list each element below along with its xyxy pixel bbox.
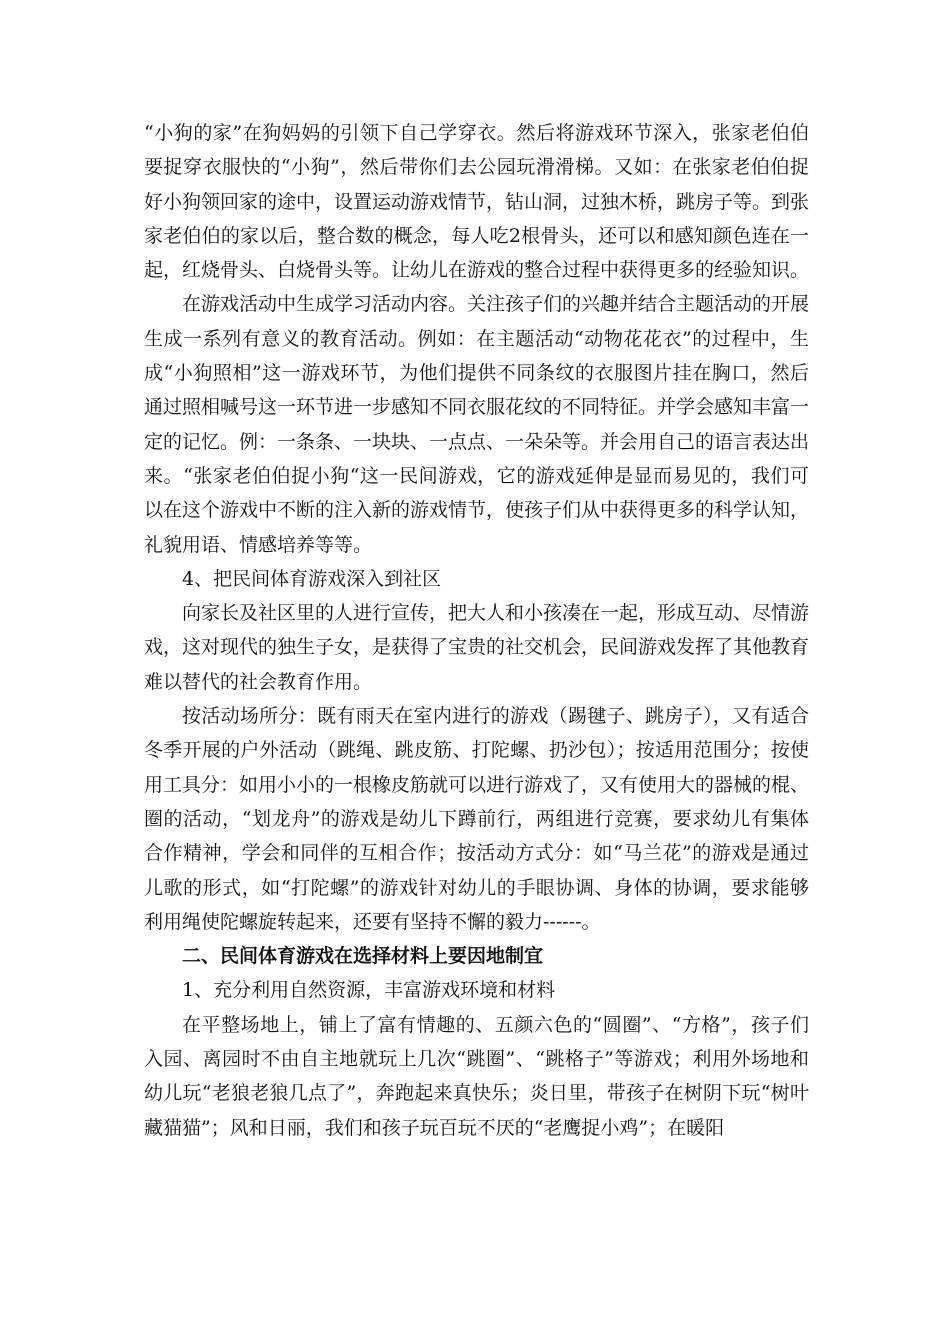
paragraph-learning-activities: 在游戏活动中生成学习活动内容。关注孩子们的兴趣并结合主题活动的开展生成一系列有意义的教育活动。例如：在主题活动“动物花花衣”的过程中，生成“小狗照相”这一游戏环节，为他们提供不同条纹的衣服图片挂在胸口，然后通过照相喊号这一环节进一步感知不同衣服花纹的不同特征。并学会感知丰富一定的记忆。例：一条条、一块块、一点点、一朵朵等。并会用自己的语言表达出来。“张家老伯伯捉小狗“这一民间游戏，它的游戏延伸是显而易见的，我们可以在这个游戏中不断的注入新的游戏情节，使孩子们从中获得更多的科学认知，礼貌用语、情感培养等等。: [144, 293, 810, 556]
paragraph-continued: “小狗的家”在狗妈妈的引领下自己学穿衣。然后将游戏环节深入，张家老伯伯要捉穿衣服快的“小狗”，然后带你们去公园玩滑滑梯。又如：在张家老伯伯捉好小狗领回家的途中，设置运动游戏情节，钻山洞，过独木桥，跳房子等。到张家老伯伯的家以后，整合数的概念，每人吃2根骨头，还可以和感知颜色连在一起，红烧骨头、白烧骨头等。让幼儿在游戏的整合过程中获得更多的经验知识。: [144, 122, 810, 282]
paragraph-community: 向家长及社区里的人进行宣传，把大人和小孩凑在一起，形成互动、尽情游戏，这对现代的独生子女，是获得了宝贵的社交机会，民间游戏发挥了其他教育难以替代的社会教育作用。: [144, 602, 810, 693]
document-body: [144, 116, 809, 1145]
subheading-community: 4、把民间体育游戏深入到社区: [182, 567, 442, 590]
paragraph-classification: 按活动场所分：既有雨天在室内进行的游戏（踢毽子、跳房子），又有适合冬季开展的户外活动（跳绳、跳皮筋、打陀螺、扔沙包）；按适用范围分；按使用工具分：如用小小的一根橡皮筋就可以进行游戏了，又有使用大的器械的棍、圈的活动，“划龙舟”的游戏是幼儿下蹲前行，两组进行竞赛，要求幼儿有集体合作精神，学会和同伴的互相合作；按活动方式分：如“马兰花”的游戏是通过儿歌的形式，如“打陀螺”的游戏针对幼儿的手眼协调、身体的协调，要求能够利用绳使陀螺旋转起来，还要有坚持不懈的毅力------。: [144, 705, 810, 933]
subheading-natural-resources: 1、充分利用自然资源，丰富游戏环境和材料: [182, 979, 556, 1002]
section-heading-materials: 二、民间体育游戏在选择材料上要因地制宜: [182, 945, 544, 968]
paragraph-natural-resources: 在平整场地上，铺上了富有情趣的、五颜六色的“圆圈”、“方格”，孩子们入园、离园时不由自主地就玩上几次“跳圈”、“跳格子”等游戏；利用外场地和幼儿玩“老狼老狼几点了”，奔跑起来真快乐；炎日里，带孩子在树阴下玩“树叶藏猫猫”；风和日丽，我们和孩子玩百玩不厌的“老鹰捉小鸡”；在暖阳: [144, 1013, 809, 1139]
